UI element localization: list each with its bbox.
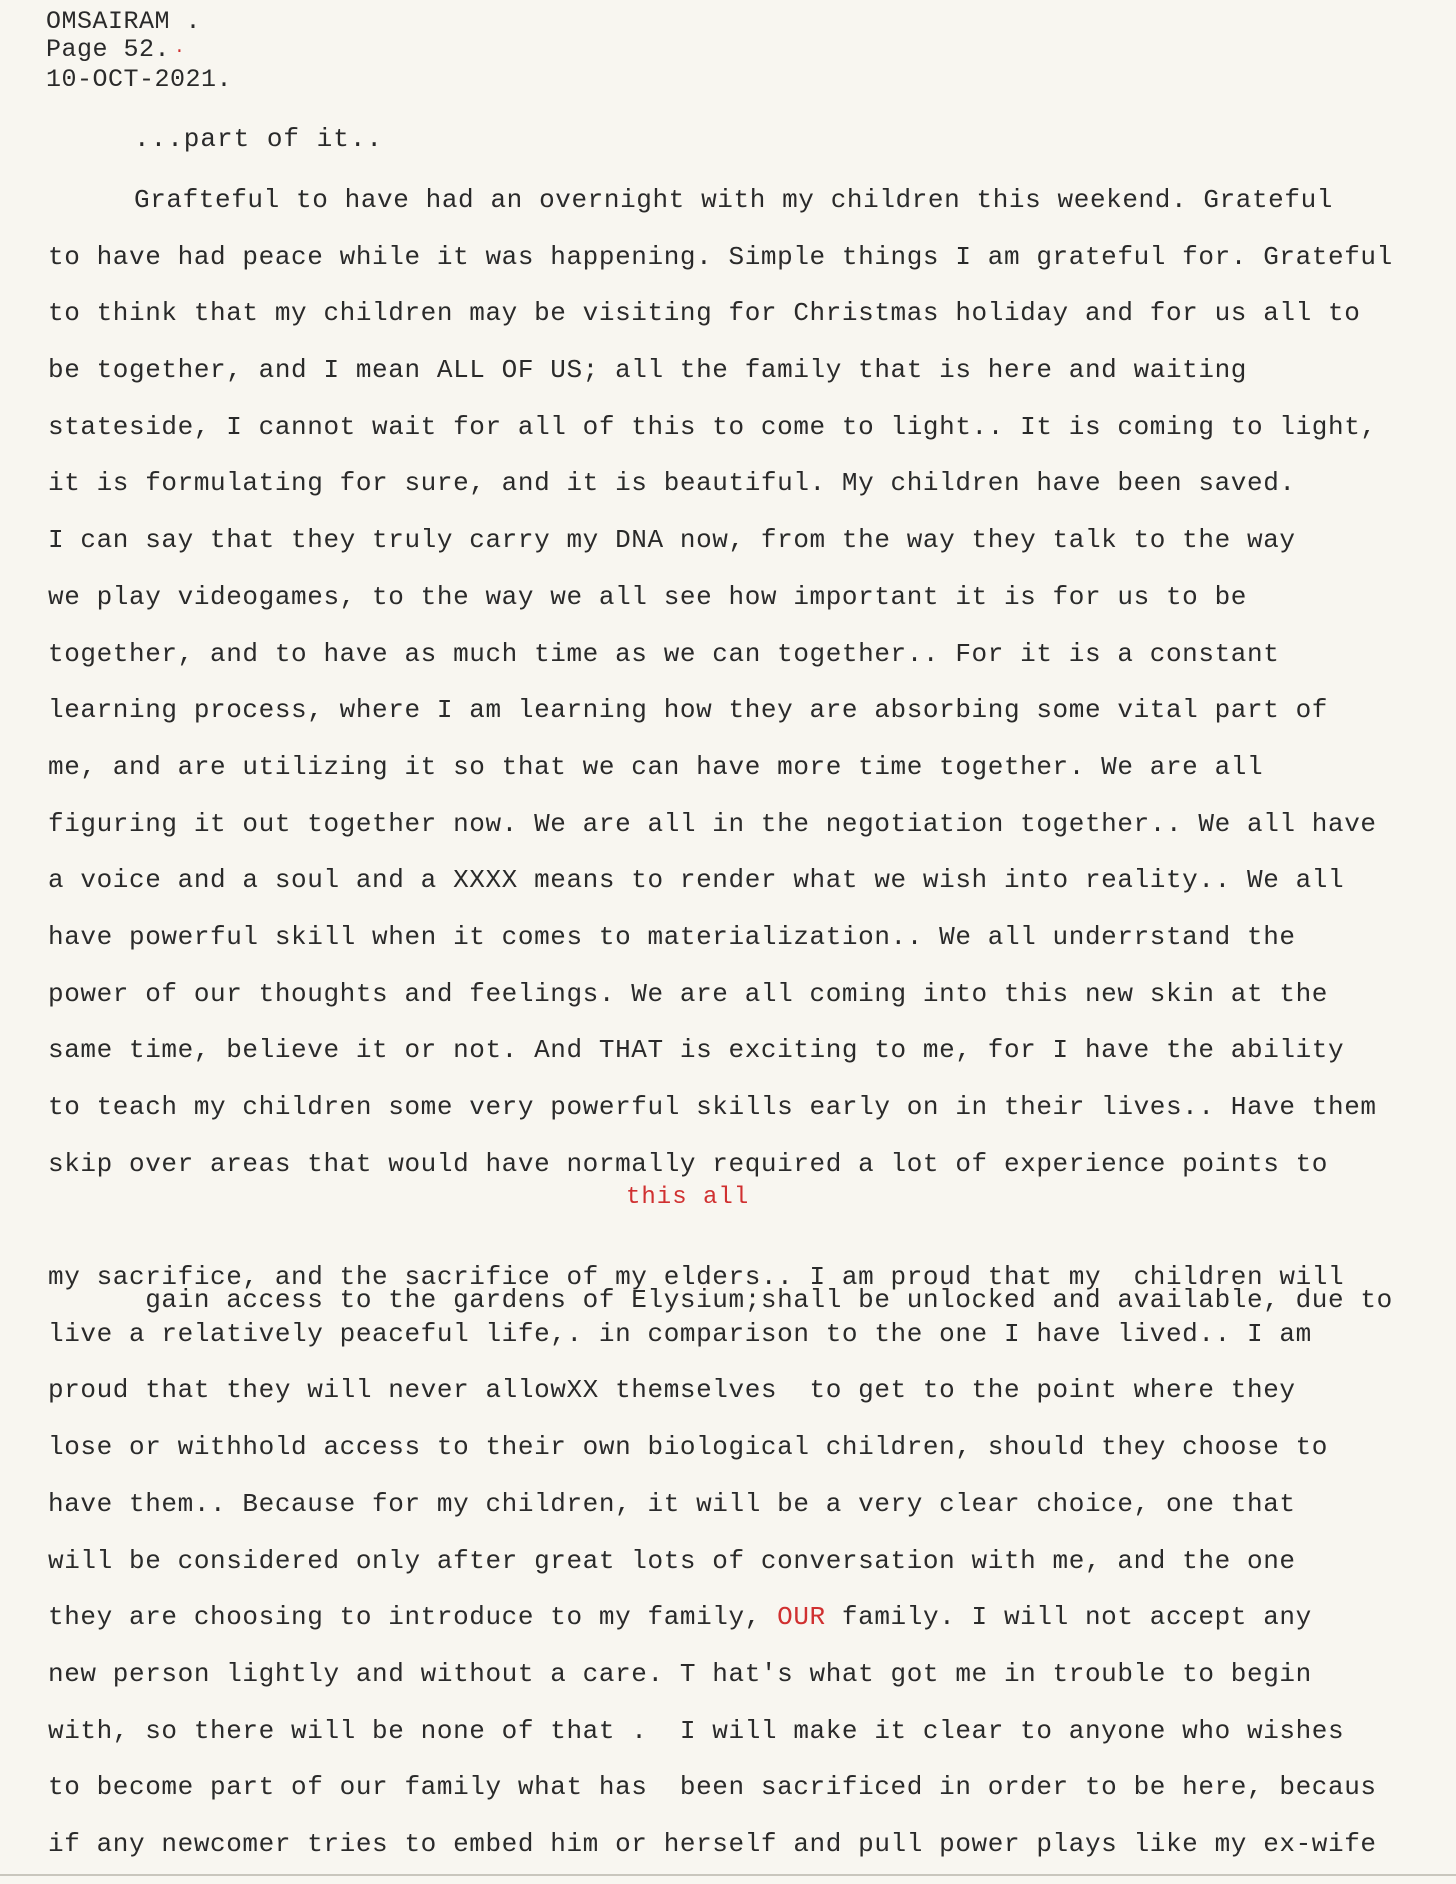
header-page-number: Page 52. · <box>46 35 186 64</box>
red-emphasis-word: OUR <box>777 1602 826 1633</box>
text-line: to think that my children may be visiting for Christmas holiday and for us all to <box>48 298 1361 329</box>
red-mark-icon: · <box>174 42 186 62</box>
text-line: have them.. Because for my children, it will be a very clear choice, one that <box>48 1488 1296 1519</box>
text-line: power of our thoughts and feelings. We are all coming into this new skin at the <box>48 978 1328 1009</box>
text-line: figuring it out together now. We are all in the negotiation together.. We all have <box>48 808 1377 839</box>
text-line: learning process, where I am learning how they are absorbing some vital part of <box>48 695 1328 726</box>
text-line: will be considered only after great lots of conversation with me, and the one <box>48 1545 1296 1576</box>
text-line: if any newcomer tries to embed him or herself and pull power plays like my ex-wife <box>48 1828 1377 1859</box>
text-line: skip over areas that would have normally required a lot of experience points to <box>48 1148 1328 1179</box>
text-line-content: gain access to the gardens of Elysium;shall be unlocked and available, due to <box>145 1285 1393 1316</box>
text-line: to teach my children some very powerful skills early on in their lives.. Have them <box>48 1092 1377 1122</box>
page-bottom-edge <box>0 1874 1456 1876</box>
text-line: it is formulating for sure, and it is beautiful. My children have been saved. <box>48 468 1296 499</box>
text-line: stateside, I cannot wait for all of this to come to light.. It is coming to light, <box>48 411 1377 442</box>
text-line: Grafteful to have had an overnight with my children this weekend. Grateful <box>134 185 1333 215</box>
header-title: OMSAIRAM . <box>46 7 202 36</box>
text-line: I can say that they truly carry my DNA now, from the way they talk to the way <box>48 525 1296 556</box>
body-text <box>48 180 1448 1881</box>
handwritten-insert-note: this all <box>626 1184 750 1212</box>
text-line: with, so there will be none of that . I will make it clear to anyone who wishes <box>48 1715 1345 1746</box>
text-line: we play videogames, to the way we all see how important it is for us to be <box>48 581 1247 612</box>
page-header <box>46 8 232 94</box>
lead-line: ...part of it.. <box>134 124 384 154</box>
text-line: lose or withhold access to their own biological children, should they choose to <box>48 1432 1328 1463</box>
header-date: 10-OCT-2021. <box>46 65 233 94</box>
text-line: to become part of our family what has been sacrificed in order to be here, becaus <box>48 1772 1377 1803</box>
text-line: have powerful skill when it comes to materialization.. We all underrstand the <box>48 921 1296 952</box>
text-line: proud that they will never allowXX themselves to get to the point where they <box>48 1375 1296 1406</box>
text-line-content: they are choosing to introduce to my family, <box>48 1602 761 1633</box>
text-line: to have had peace while it was happening. Simple things I am grateful for. Grateful <box>48 241 1393 272</box>
text-line: same time, believe it or not. And THAT is exciting to me, for I have the ability <box>48 1035 1345 1066</box>
text-line-with-red-word <box>48 1597 1448 1654</box>
text-line: me, and are utilizing it so that we can have more time together. We are all <box>48 751 1264 782</box>
text-line: a voice and a soul and a XXXX means to render what we wish into reality.. We all <box>48 865 1345 896</box>
text-line: live a relatively peaceful life,. in comparison to the one I have lived.. I am <box>48 1318 1312 1349</box>
text-line-tail: family. I will not accept any <box>825 1602 1312 1633</box>
text-line: new person lightly and without a care. T hat's what got me in trouble to begin <box>48 1658 1312 1689</box>
text-line: together, and to have as much time as we can together.. For it is a constant <box>48 638 1280 669</box>
text-line: my sacrifice, and the sacrifice of my elders.. I am proud that my children will <box>48 1262 1345 1293</box>
text-line: be together, and I mean ALL OF US; all the family that is here and waiting <box>48 355 1247 386</box>
